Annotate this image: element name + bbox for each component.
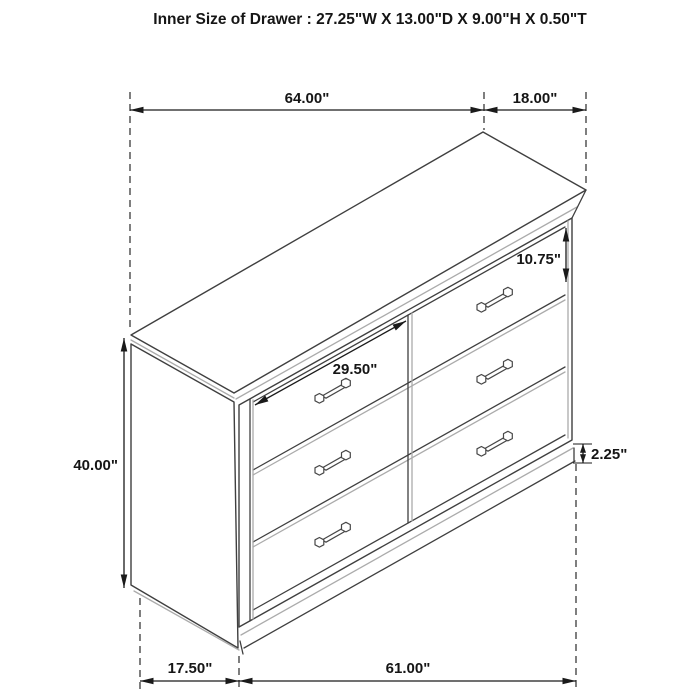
- diagram-title: Inner Size of Drawer : 27.25"W X 13.00"D X 9.00"H X 0.50"T: [153, 11, 587, 28]
- dimension-base-width: [239, 660, 576, 681]
- dimension-base-depth: [140, 660, 239, 681]
- dimension-label-base-depth: 17.50": [167, 660, 213, 677]
- dimension-label-overall-height: 40.00": [73, 457, 118, 474]
- dimension-label-top-depth: 18.00": [512, 90, 558, 107]
- plinth-corner-lip: [240, 641, 243, 654]
- dimension-top-depth: [484, 90, 586, 110]
- dimension-label-base-height: 2.25": [591, 446, 628, 463]
- dresser-left-side: [131, 344, 239, 650]
- dresser-drawing: [131, 132, 586, 654]
- side-panel-outline: [131, 344, 238, 648]
- dimension-label-drawer-width: 29.50": [332, 361, 378, 378]
- dimension-overall-height: [73, 338, 124, 588]
- dimension-top-width: [130, 90, 484, 110]
- dimension-label-top-width: 64.00": [284, 90, 330, 107]
- dimension-base-height: [573, 444, 627, 463]
- dimension-label-drawer-height: 10.75": [516, 251, 561, 268]
- dimension-label-base-width: 61.00": [385, 660, 431, 677]
